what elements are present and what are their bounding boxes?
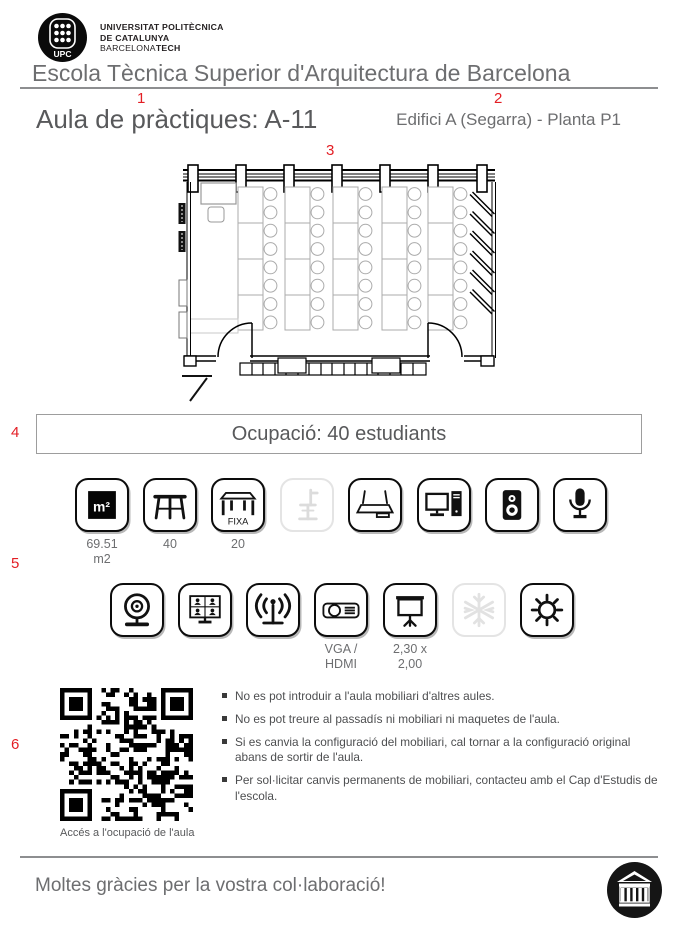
annotation-mark-3: 3	[326, 142, 335, 159]
header-divider	[20, 87, 658, 89]
projector-icon	[314, 583, 368, 637]
footer-message: Moltes gràcies per la vostra col·laboració!	[35, 875, 386, 896]
speaker-icon	[485, 478, 539, 532]
square-bullet-icon	[222, 693, 227, 698]
stool-icon	[143, 478, 197, 532]
feature-stools	[140, 478, 200, 552]
projection-screen-icon	[383, 583, 437, 637]
feature-value: 2,30 x 2,00	[392, 642, 428, 671]
feature-lighting	[517, 583, 577, 642]
square-bullet-icon	[222, 739, 227, 744]
rule-text: Per sol·licitar canvis permanents de mobiliari, contacteu amb el Cap d'Estudis de l'escola.	[235, 773, 658, 803]
university-wordmark	[100, 22, 224, 54]
occupancy-box	[36, 414, 642, 454]
floor-plan	[178, 162, 500, 402]
square-bullet-icon	[222, 777, 227, 782]
list-item	[222, 735, 662, 767]
list-item	[222, 712, 662, 728]
feature-videoconference	[175, 583, 235, 642]
videoconference-icon	[178, 583, 232, 637]
qr-code-svg	[60, 688, 193, 821]
drafting-chair-icon	[280, 478, 334, 532]
desktop-computer-icon	[417, 478, 471, 532]
svg-text:m²: m²	[93, 498, 111, 515]
school-name: Escola Tècnica Superior d'Arquitectura de Barcelona	[32, 60, 571, 86]
svg-text:FIXA: FIXA	[227, 516, 249, 527]
feature-value: 69.51 m2	[86, 537, 118, 566]
annotation-mark-5: 5	[11, 555, 20, 572]
etsab-temple-icon	[606, 861, 663, 919]
feature-fixed-tables	[208, 478, 268, 552]
feature-projection-screen	[380, 583, 440, 672]
feature-speakers	[482, 478, 542, 537]
feature-wireless-antenna	[243, 583, 303, 642]
org-line-1: UNIVERSITAT POLITÈCNICA	[100, 22, 224, 32]
annotation-mark-1: 1	[137, 90, 146, 107]
feature-surface-area	[72, 478, 132, 567]
antenna-icon	[246, 583, 300, 637]
building-location: Edifici A (Segarra) - Planta P1	[396, 110, 621, 129]
feature-value: VGA / HDMI	[324, 642, 358, 671]
m2-icon	[75, 478, 129, 532]
fixed-table-icon	[211, 478, 265, 532]
feature-projector	[311, 583, 371, 672]
sun-icon	[520, 583, 574, 637]
rules-list	[222, 689, 662, 812]
wifi-router-icon	[348, 478, 402, 532]
list-item	[222, 773, 662, 805]
rule-text: No es pot introduir a l'aula mobiliari d'altres aules.	[235, 689, 495, 703]
annotation-mark-6: 6	[11, 736, 20, 753]
upc-logo-text: UPC	[53, 49, 72, 59]
rule-text: Si es canvia la configuració del mobiliari, cal tornar a la configuració original abans de sortir de l'aula.	[235, 734, 631, 765]
feature-air-conditioning	[449, 583, 509, 642]
occupancy-text: Ocupació: 40 estudiants	[231, 422, 447, 445]
feature-value: 40	[163, 537, 177, 551]
annotation-mark-2: 2	[494, 90, 503, 107]
annotation-mark-4: 4	[11, 424, 20, 441]
rule-text: No es pot treure al passadís ni mobiliari ni maquetes de l'aula.	[235, 711, 560, 726]
footer-divider	[20, 856, 658, 858]
microphone-icon	[553, 478, 607, 532]
upc-logo-icon	[38, 13, 87, 62]
square-bullet-icon	[222, 716, 227, 721]
org-line-3: BARCELONATECH	[100, 43, 181, 54]
webcam-icon	[110, 583, 164, 637]
snowflake-icon	[452, 583, 506, 637]
page-title: Aula de pràctiques: A-11	[36, 104, 318, 134]
feature-microphone	[550, 478, 610, 537]
qr-code	[60, 688, 193, 821]
list-item	[222, 689, 662, 705]
feature-desktop-computer	[414, 478, 474, 537]
feature-value: 20	[231, 537, 245, 551]
feature-wifi-router	[345, 478, 405, 537]
qr-caption: Accés a l'ocupació de l'aula	[60, 827, 195, 839]
feature-webcam	[107, 583, 167, 642]
org-line-2: DE CATALUNYA	[100, 32, 170, 43]
feature-drafting-chairs	[277, 478, 337, 537]
